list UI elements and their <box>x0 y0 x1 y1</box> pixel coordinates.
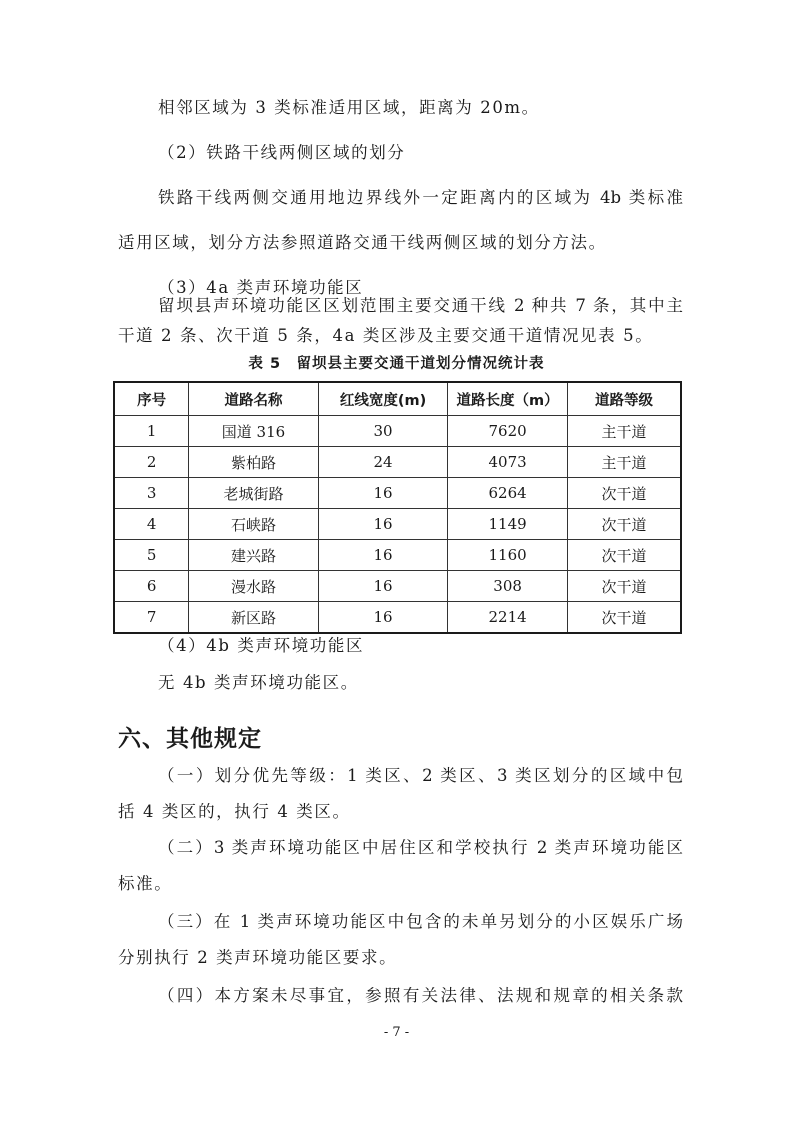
cell-width: 16 <box>318 540 448 571</box>
cell-grade: 次干道 <box>567 478 681 509</box>
cell-index: 3 <box>114 478 189 509</box>
paragraph-text: （四）本方案未尽事宜，参照有关法律、法规和规章的相关条款 <box>158 986 683 1005</box>
cell-length: 308 <box>448 571 568 602</box>
table-row <box>114 447 681 478</box>
section-heading: 六、其他规定 <box>118 726 262 752</box>
table-row <box>114 478 681 509</box>
table-header-row <box>114 382 681 416</box>
cell-length: 7620 <box>448 416 568 447</box>
paragraph-text: 相邻区域为 3 类标准适用区域，距离为 20m。 <box>158 98 540 117</box>
header-cell: 红线宽度(m) <box>318 382 448 416</box>
subheading-railway: （2）铁路干线两侧区域的划分 <box>158 143 406 162</box>
cell-index: 2 <box>114 447 189 478</box>
cell-index: 4 <box>114 509 189 540</box>
paragraph-text: （三）在 1 类声环境功能区中包含的未单另划分的小区娱乐广场 <box>158 912 683 931</box>
paragraph-text: 分别执行 2 类声环境功能区要求。 <box>118 948 398 967</box>
cell-road-name: 建兴路 <box>189 540 319 571</box>
cell-index: 1 <box>114 416 189 447</box>
cell-grade: 次干道 <box>567 540 681 571</box>
cell-width: 16 <box>318 478 448 509</box>
cell-grade: 次干道 <box>567 571 681 602</box>
header-cell: 道路等级 <box>567 382 681 416</box>
table-row <box>114 416 681 447</box>
paragraph-text: 标准。 <box>118 874 173 893</box>
cell-index: 5 <box>114 540 189 571</box>
cell-road-name: 国道 316 <box>189 416 319 447</box>
cell-grade: 次干道 <box>567 509 681 540</box>
subheading-4b: （4）4b 类声环境功能区 <box>158 636 365 655</box>
paragraph-text: （一）划分优先等级：1 类区、2 类区、3 类区划分的区域中包 <box>158 766 683 785</box>
cell-road-name: 漫水路 <box>189 571 319 602</box>
cell-width: 30 <box>318 416 448 447</box>
paragraph-text: 无 4b 类声环境功能区。 <box>158 673 359 692</box>
paragraph-text: 适用区域，划分方法参照道路交通干线两侧区域的划分方法。 <box>118 233 607 252</box>
header-cell: 道路长度（m） <box>448 382 568 416</box>
cell-road-name: 石峡路 <box>189 509 319 540</box>
road-table <box>113 381 682 634</box>
table-row <box>114 509 681 540</box>
paragraph-text: 留坝县声环境功能区区划范围主要交通干线 2 种共 7 条，其中主 <box>158 296 683 315</box>
header-cell: 道路名称 <box>189 382 319 416</box>
cell-grade: 主干道 <box>567 416 681 447</box>
cell-length: 1149 <box>448 509 568 540</box>
cell-length: 6264 <box>448 478 568 509</box>
table-row <box>114 571 681 602</box>
subheading-4a: （3）4a 类声环境功能区 <box>158 278 364 297</box>
cell-width: 16 <box>318 571 448 602</box>
cell-length: 1160 <box>448 540 568 571</box>
cell-width: 24 <box>318 447 448 478</box>
paragraph-text: 括 4 类区的，执行 4 类区。 <box>118 802 351 821</box>
cell-road-name: 新区路 <box>189 602 319 634</box>
cell-grade: 主干道 <box>567 447 681 478</box>
cell-grade: 次干道 <box>567 602 681 634</box>
cell-length: 2214 <box>448 602 568 634</box>
header-cell: 序号 <box>114 382 189 416</box>
paragraph-text: 铁路干线两侧交通用地边界线外一定距离内的区域为 4b 类标准 <box>158 188 683 207</box>
cell-width: 16 <box>318 509 448 540</box>
cell-index: 6 <box>114 571 189 602</box>
table-row <box>114 602 681 634</box>
paragraph-text: （二）3 类声环境功能区中居住区和学校执行 2 类声环境功能区 <box>158 838 683 857</box>
cell-width: 16 <box>318 602 448 634</box>
table-row <box>114 540 681 571</box>
cell-index: 7 <box>114 602 189 634</box>
cell-road-name: 紫柏路 <box>189 447 319 478</box>
page-number: - 7 - <box>383 1025 410 1040</box>
table-caption: 表 5 留坝县主要交通干道划分情况统计表 <box>248 356 545 372</box>
cell-road-name: 老城街路 <box>189 478 319 509</box>
paragraph-text: 干道 2 条、次干道 5 条，4a 类区涉及主要交通干道情况见表 5。 <box>118 326 654 345</box>
cell-length: 4073 <box>448 447 568 478</box>
